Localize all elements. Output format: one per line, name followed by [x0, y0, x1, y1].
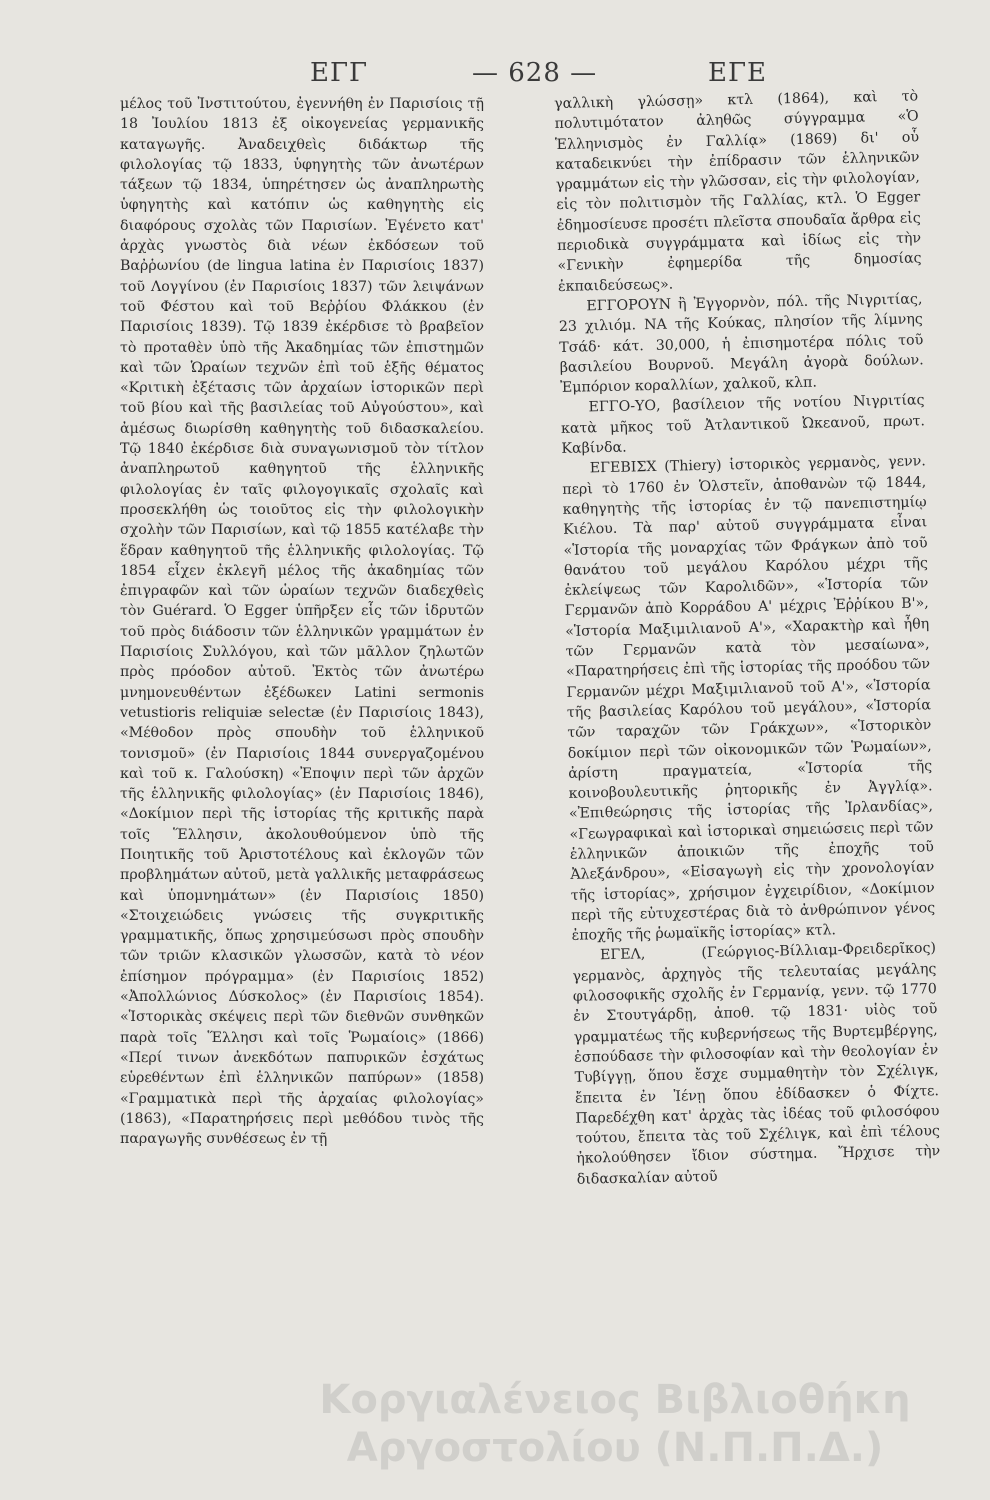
watermark-line-1: Κοργιαλένειος Βιβλιοθήκη [319, 1377, 911, 1423]
watermark-line-2: Αργοστολίου (Ν.Π.Π.Δ.) [346, 1425, 884, 1471]
header-right-keyword: ΕΓΕ [708, 58, 767, 88]
entry-egebisx: ΕΓΕΒΙΣΧ (Thiery) ἱστορικὸς γερμανὸς, γενν. περὶ τὸ 1760 ἐν Ὁλστεῖν, ἀποθανὼν τῷ 1844, καθηγητὴς τῆς ἱστορίας ἐν τῷ πανεπιστημίῳ Κιέλου. Τὰ παρ' αὐτοῦ συγγράμματα εἶναι «Ἱστορία τῆς μοναρχίας τῶν Φράγκων ἀπὸ τοῦ θανάτου τοῦ μεγάλου Καρόλου μέχρι τῆς ἐκλείψεως τῶν Καρολιδῶν», «Ἱστορία τῶν Γερμανῶν ἀπὸ Κορράδου Α' μέχρις Ἐῤῥίκου Β'», «Ἱστορία Μαξιμιλιανοῦ Α'», «Χαρακτὴρ καὶ ἦθη τῶν Γερμανῶν κατὰ τὸν μεσαίωνα», «Παρατηρήσεις ἐπὶ τῆς ἱστορίας τῆς προόδου τῶν Γερμανῶν μέχρι Μαξιμιλιανοῦ τοῦ Α'», «Ἱστορία τῆς βασιλείας Καρόλου τοῦ μεγάλου», «Ἱστορία τῶν ταραχῶν τῶν Γράκχων», «Ἱστορικὸν δοκίμιον περὶ τῶν οἰκονομικῶν τῶν Ῥωμαίων», ἀρίστη πραγματεία, «Ἱστορία τῆς κοινοβουλευτικῆς ῥητορικῆς ἐν Ἀγγλίᾳ». «Ἐπιθεώρησις τῆς ἱστορίας τῆς Ἰρλανδίας», «Γεωγραφικαὶ καὶ ἱστορικαὶ σημειώσεις περὶ τῶν ἑλληνικῶν ἀποικιῶν τῆς ἐποχῆς τοῦ Ἀλεξάνδρου», «Εἰσαγωγὴ εἰς τὴν χρονολογίαν τῆς ἱστορίας», χρήσιμον ἐγχειρίδιον, «Δοκίμιον περὶ τῆς εὐτυχεστέρας διὰ τὸ ἀνθρώπινον γένος ἐποχῆς τῆς ῥωμαϊκῆς ἱστορίας» κτλ. [562, 453, 936, 944]
egger-entry-continuation-end: γαλλικὴ γλώσσῃ» κτλ (1864), καὶ τὸ πολυτιμότατον ἀληθῶς σύγγραμμα «Ὁ Ἑλληνισμὸς ἐν Γαλλίᾳ» (1869) δι' οὗ καταδεικνύει τὴν ἐπίδρασιν τῶν ἑλληνικῶν γραμμάτων εἰς τὴν γλῶσσαν, εἰς τὴν φιλολογίαν, εἰς τὸν πολιτισμὸν τῆς Γαλλίας, κτλ. Ὁ Egger ἐδημοσίευσε προσέτι πλεῖστα σπουδαῖα ἄρθρα εἰς περιοδικὰ συγγράμματα καὶ ἰδίως εἰς τὴν «Γενικὴν ἐφημερίδα τῆς δημοσίας ἐκπαιδεύσεως». [554, 88, 922, 295]
right-column [554, 86, 941, 1189]
header-left-keyword: ΕΓΓ [310, 58, 369, 88]
library-watermark [255, 1376, 975, 1472]
entry-egel: ΕΓΕΛ, (Γεώργιος-Βίλλιαμ-Φρειδερῖκος) γερμανὸς, ἀρχηγὸς τῆς τελευταίας μεγάλης φιλοσοφικῆς σχολῆς ἐν Γερμανίᾳ, γενν. τῷ 1770 ἐν Στουτγάρδῃ, ἀποθ. τῷ 1831· υἱὸς τοῦ γραμματέως τῆς κυβερνήσεως τῆς Βυρτεμβέργης, ἐσπούδασε τὴν φιλοσοφίαν καὶ τὴν θεολογίαν ἐν Τυβίγγῃ, ὅπου ἔσχε συμμαθητὴν τὸν Σχέλιγκ, ἔπειτα ἐν Ἰένῃ ὅπου ἐδίδασκεν ὁ Φίχτε. Παρεδέχθη κατ' ἀρχὰς τὰς ἰδέας τοῦ φιλοσόφου τούτου, ἔπειτα τὰς τοῦ Σχέλιγκ, καὶ ἐπὶ τέλους ἠκολούθησεν ἴδιον σύστημα. Ἤρχισε τὴν διδασκαλίαν αὐτοῦ [572, 940, 941, 1188]
entry-eggoroun: ΕΓΓΟΡΟΥΝ ἢ Ἐγγορνὸν, πόλ. τῆς Νιγριτίας, 23 χιλιόμ. ΝΑ τῆς Κούκας, πλησίον τῆς λίμνης Τσάδ· κάτ. 30,000, ἡ ἐπισημοτέρα πόλις τοῦ βασιλείου Βουρνοῦ. Μεγάλη ἀγορὰ δούλων. Ἐμπόριον κοραλλίων, χαλκοῦ, κλπ. [558, 291, 924, 397]
egger-entry-continuation: μέλος τοῦ Ἰνστιτούτου, ἐγεννήθη ἐν Παρισίοις τῇ 18 Ἰουλίου 1813 ἐξ οἰκογενείας γερμανικῆς καταγωγῆς. Ἀναδειχθεὶς διδάκτωρ τῆς φιλολογίας τῷ 1833, ὑφηγητὴς τῶν ἀνωτέρων τάξεων τῷ 1834, ὑπηρέτησεν ὡς ἀναπληρωτὴς ὑφηγητὴς καὶ κατόπιν ὡς καθηγητὴς εἰς διαφόρους σχολὰς τῶν Παρισίων. Ἐγένετο κατ' ἀρχὰς γνωστὸς διὰ νέων ἐκδόσεων τοῦ Βαῤῥωνίου (de lingua latina ἐν Παρισίοις 1837) τοῦ Λογγίνου (ἐν Παρισίοις 1837) τῶν λειψάνων τοῦ Φέστου καὶ τοῦ Βεῤῥίου Φλάκκου (ἐν Παρισίοις 1839). Τῷ 1839 ἐκέρδισε τὸ βραβεῖον τὸ προταθὲν ὑπὸ τῆς Ἀκαδημίας τῶν ἐπιστημῶν καὶ τῶν Ὡραίων τεχνῶν ἐπὶ τοῦ ἑξῆς θέματος «Κριτικὴ ἐξέτασις τῶν ἀρχαίων ἱστορικῶν περὶ τοῦ βίου καὶ τῆς βασιλείας τοῦ Αὐγούστου», καὶ ἀμέσως διωρίσθη καθηγητὴς τοῦ διδασκαλείου. Τῷ 1840 ἐκέρδισε διὰ συναγωνισμοῦ τὸν τίτλον ἀναπληρωτοῦ καθηγητοῦ τῆς ἑλληνικῆς φιλολογίας ἐν ταῖς φιλογογικαῖς σχολαῖς καὶ προσεκλήθη ὡς τοιοῦτος εἰς τὴν φιλολογικὴν σχολὴν τῶν Παρισίων, καὶ τῷ 1855 κατέλαβε τὴν ἕδραν καθηγητοῦ τῆς ἑλληνικῆς φιλολογίας. Τῷ 1854 εἶχεν ἐκλεγῆ μέλος τῆς ἀκαδημίας τῶν ἐπιγραφῶν καὶ τῶν ὡραίων τεχνῶν διαδεχθεὶς τὸν Guérard. Ὁ Egger ὑπῆρξεν εἷς τῶν ἱδρυτῶν τοῦ πρὸς διάδοσιν τῶν ἑλληνικῶν γραμμάτων ἐν Παρισίοις Συλλόγου, καὶ τῶν μᾶλλον ζηλωτῶν πρὸς πρόοδον αὐτοῦ. Ἐκτὸς τῶν ἀνωτέρω μνημονευθέντων ἐξέδωκεν Latini sermonis vetustioris reliquiæ selectæ (ἐν Παρισίοις 1843), «Μέθοδον πρὸς σπουδὴν τοῦ ἑλληνικοῦ τονισμοῦ» (ἐν Παρισίοις 1844 συνεργαζομένου καὶ τοῦ κ. Γαλούσκη) «Ἐποψιν περὶ τῶν ἀρχῶν τῆς ἑλληνικῆς φιλολογίας» (ἐν Παρισίοις 1846), «Δοκίμιον περὶ τῆς ἱστορίας τῆς κριτικῆς παρὰ τοῖς Ἕλλησιν, ἀκολουθούμενον ὑπὸ τῆς Ποιητικῆς τοῦ Ἀριστοτέλους καὶ ἐκλογῶν τῶν προβλημάτων αὐτοῦ, μετὰ γαλλικῆς μεταφράσεως καὶ ὑπομνημάτων» (ἐν Παρισίοις 1850) «Στοιχειώδεις γνώσεις τῆς συγκριτικῆς γραμματικῆς, ὅπως χρησιμεύσωσι πρὸς σπουδὴν τῶν τριῶν κλασικῶν γλωσσῶν, κατὰ τὸ νέον ἐπίσημον πρόγραμμα» (ἐν Παρισίοις 1852) «Ἀπολλώνιος Δύσκολος» (ἐν Παρισίοις 1854). «Ἱστορικὰς σκέψεις περὶ τῶν διεθνῶν συνθηκῶν παρὰ τοῖς Ἕλλησι καὶ τοῖς Ῥωμαίοις» (1866) «Περί τινων ἀνεκδότων παπυρικῶν ἐσχάτως εὑρεθέντων ἐπὶ ἑλληνικῶν παπύρων» (1858) «Γραμματικὰ περὶ τῆς ἀρχαίας φιλολογίας» (1863), «Παρατηρήσεις περὶ μεθόδου τινὸς τῆς παραγωγῆς συνθέσεως ἐν τῇ [120, 96, 484, 1148]
entry-eggo-yo: ΕΓΓΟ-ΥΟ, βασίλειον τῆς νοτίου Νιγριτίας κατὰ μῆκος τοῦ Ἀτλαντικοῦ Ὠκεανοῦ, πρωτ. Καβίνδα. [560, 392, 926, 457]
page-number: — 628 — [472, 58, 598, 88]
left-column [120, 94, 484, 1149]
